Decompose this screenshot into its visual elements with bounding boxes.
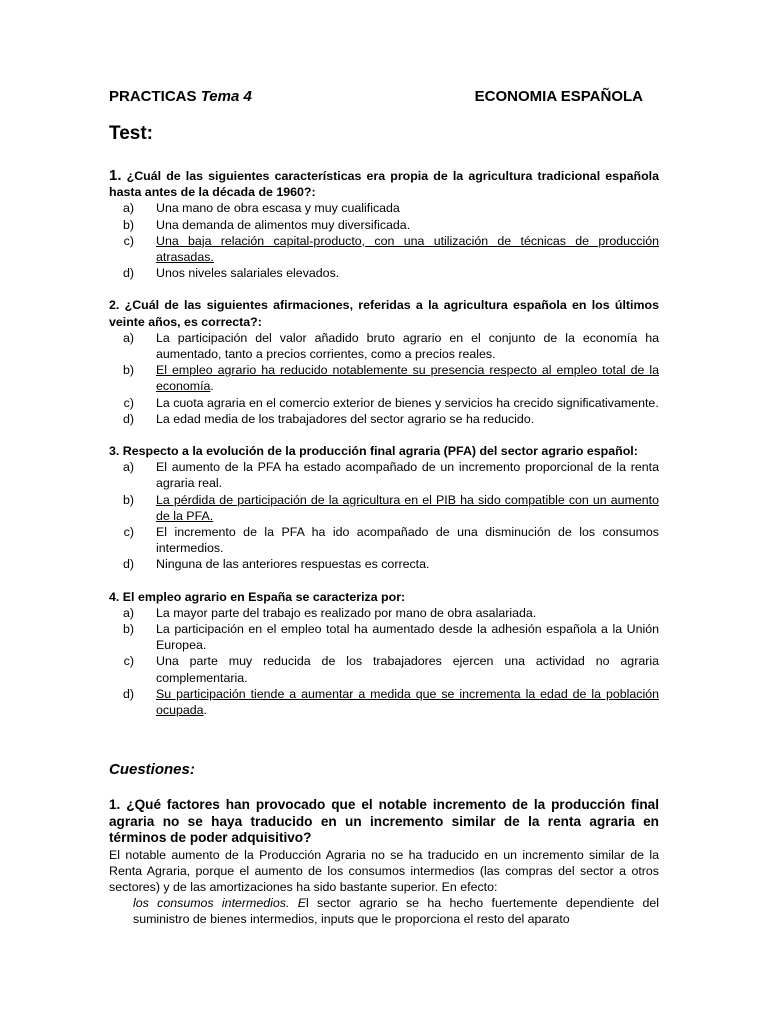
option-c	[109, 233, 659, 265]
options-list	[109, 459, 659, 572]
option-text-correct: Una baja relación capital-producto, con una utilización de técnicas de producción atrasadas.	[156, 233, 659, 265]
option-letter: c)	[123, 654, 134, 669]
cuestion-italic-term: los consumos intermedios. E	[133, 896, 306, 911]
question-1	[109, 168, 659, 281]
test-section	[109, 168, 659, 734]
option-b	[109, 492, 659, 524]
option-d	[109, 556, 659, 572]
option-text-correct: La pérdida de participación de la agricultura en el PIB ha sido compatible con un aumento de la PFA.	[156, 492, 659, 523]
cuestion-answer-indent	[109, 895, 659, 927]
option-d	[109, 411, 659, 427]
header-left	[109, 88, 252, 105]
question-text	[109, 589, 659, 605]
options-list	[109, 200, 659, 281]
option-text-wrapper	[156, 362, 659, 394]
option-text: Unos niveles salariales elevados.	[156, 266, 340, 281]
cuestion-answer: El notable aumento de la Producción Agraria no se ha traducido en un incremento similar de la Renta Agraria, porque el aumento de los consumos intermedios (las compras del sector a otros sectores) y de las amortizaciones ha sido bastante superior. En efecto:	[109, 847, 659, 894]
option-letter: c)	[123, 395, 134, 410]
option-text: El aumento de la PFA ha estado acompañado de un incremento proporcional de la renta agraria real.	[156, 460, 659, 491]
option-text: Ninguna de las anteriores respuestas es correcta.	[156, 557, 430, 572]
question-number: 4.	[109, 589, 120, 604]
option-letter: c)	[123, 233, 134, 248]
option-b	[109, 362, 659, 394]
option-d	[109, 686, 659, 718]
question-body: ¿Cuál de las siguientes características era propia de la agricultura tradicional española hasta antes de la década de 1960?:	[109, 169, 659, 200]
option-text: La cuota agraria en el comercio exterior de bienes y servicios ha crecido significativamente.	[156, 395, 659, 410]
question-text	[109, 443, 659, 459]
option-letter: b)	[122, 363, 134, 378]
question-3	[109, 443, 659, 573]
question-number: 3.	[109, 444, 120, 459]
option-letter: d)	[122, 686, 134, 701]
option-a	[109, 200, 659, 216]
option-text-correct: El empleo agrario ha reducido notablemente su presencia respecto al empleo total de la economía	[156, 363, 659, 394]
page-header	[109, 88, 659, 105]
option-letter: a)	[122, 460, 134, 475]
option-letter: d)	[122, 411, 134, 426]
option-c	[109, 653, 659, 685]
option-letter: a)	[122, 201, 134, 216]
header-subject: ECONOMIA ESPAÑOLA	[474, 88, 643, 105]
cuestion-indent-text: l sector agrario se ha hecho fuertemente dependiente del suministro de bienes intermedios, inputs que le proporciona el resto del aparato	[133, 896, 659, 927]
cuestion-question: 1. ¿Qué factores han provocado que el notable incremento de la producción final agraria no se haya traducido en un incremento similar de la renta agraria en términos de poder adquisitivo?	[109, 797, 659, 845]
option-text: La participación del valor añadido bruto agrario en el conjunto de la economía ha aumentado, tanto a precios corrientes, como a precios reales.	[156, 330, 659, 362]
option-text: Una parte muy reducida de los trabajadores ejercen una actividad no agraria complementaria.	[156, 654, 659, 685]
option-text: La participación en el empleo total ha aumentado desde la adhesión española a la Unión Europea.	[156, 622, 659, 653]
question-text	[109, 168, 659, 200]
option-b	[109, 217, 659, 233]
question-body: Respecto a la evolución de la producción final agraria (PFA) del sector agrario español:	[122, 444, 638, 459]
question-2	[109, 297, 659, 427]
option-suffix: .	[210, 379, 214, 394]
header-tema: Tema 4	[200, 88, 252, 105]
options-list	[109, 330, 659, 427]
question-number: 2.	[109, 298, 120, 313]
option-text: Una demanda de alimentos muy diversificada.	[156, 217, 411, 232]
option-letter: b)	[122, 492, 134, 507]
option-text: La mayor parte del trabajo es realizado por mano de obra asalariada.	[156, 605, 537, 620]
option-letter: a)	[122, 605, 134, 620]
cuestiones-heading: Cuestiones:	[109, 761, 195, 778]
option-letter: a)	[122, 330, 134, 345]
question-4	[109, 589, 659, 719]
option-c	[109, 395, 659, 411]
option-letter: c)	[123, 525, 134, 540]
option-text: Una mano de obra escasa y muy cualificada	[156, 201, 400, 216]
test-heading: Test:	[109, 123, 153, 144]
option-letter: b)	[122, 622, 134, 637]
option-a	[109, 605, 659, 621]
option-text: La edad media de los trabajadores del sector agrario se ha reducido.	[156, 411, 535, 426]
option-letter: d)	[122, 266, 134, 281]
option-a	[109, 459, 659, 491]
header-practicas: PRACTICAS	[109, 88, 197, 105]
option-c	[109, 524, 659, 556]
option-letter: b)	[122, 217, 134, 232]
cuestiones-section	[109, 797, 659, 928]
option-letter: d)	[122, 557, 134, 572]
option-b	[109, 621, 659, 653]
option-d	[109, 265, 659, 281]
option-text-correct: Su participación tiende a aumentar a medida que se incrementa la edad de la población ocupada	[156, 686, 659, 718]
question-number: 1.	[109, 167, 122, 184]
options-list	[109, 605, 659, 718]
option-text: El incremento de la PFA ha ido acompañado de una disminución de los consumos intermedios.	[156, 525, 659, 556]
question-text	[109, 297, 659, 329]
option-suffix: .	[203, 703, 207, 718]
option-text-wrapper	[156, 686, 659, 718]
option-a	[109, 330, 659, 362]
question-body: ¿Cuál de las siguientes afirmaciones, referidas a la agricultura española en los últimos veinte años, es correcta?:	[109, 298, 659, 329]
question-body: El empleo agrario en España se caracteriza por:	[122, 589, 406, 604]
